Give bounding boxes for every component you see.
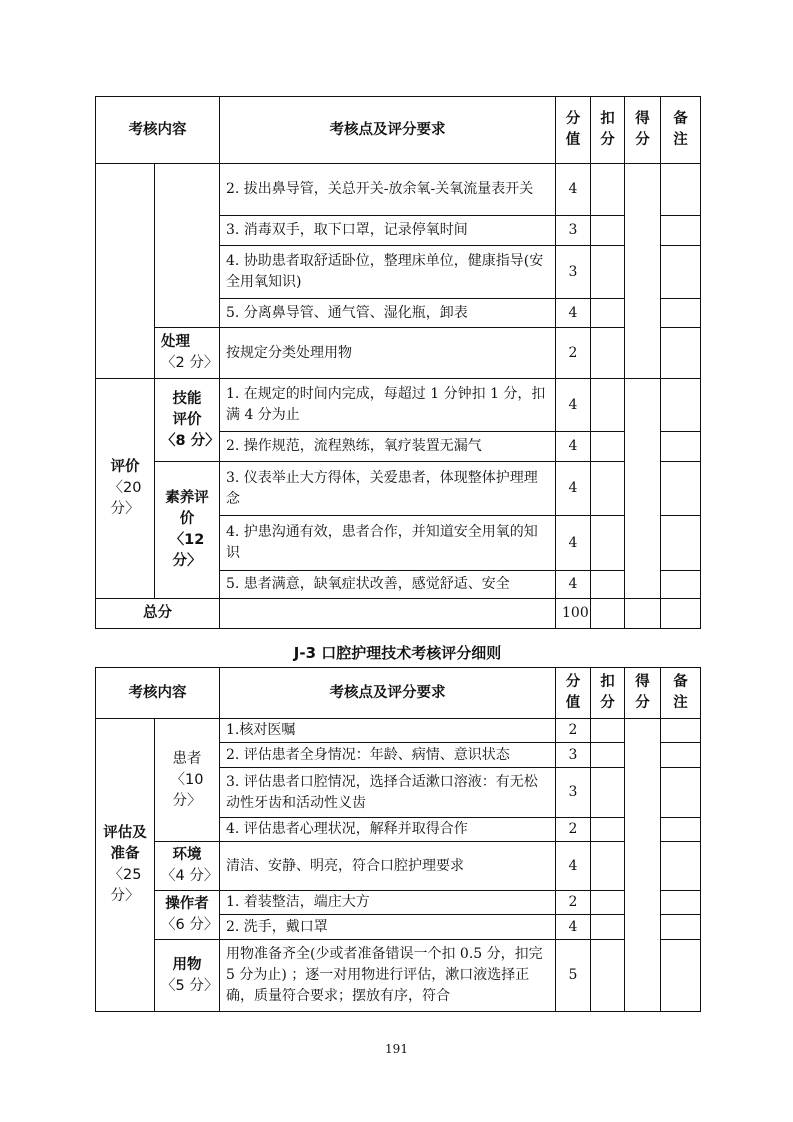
note-cell bbox=[661, 743, 701, 768]
note-cell bbox=[661, 246, 701, 299]
note-cell bbox=[661, 842, 701, 891]
criterion-text: 4. 评估患者心理状况，解释并取得合作 bbox=[220, 818, 556, 842]
deduct-cell bbox=[591, 432, 625, 462]
criterion-text: 2. 评估患者全身情况：年龄、病情、意识状态 bbox=[220, 743, 556, 768]
score-value: 4 bbox=[556, 379, 591, 432]
criterion-text: 5. 患者满意，缺氧症状改善，感觉舒适、安全 bbox=[220, 571, 556, 599]
evaluation-label: 评价 〈20 分〉 bbox=[96, 379, 155, 599]
table-row bbox=[96, 328, 701, 379]
deduct-cell bbox=[591, 299, 625, 328]
deduct-cell bbox=[591, 818, 625, 842]
patient-label: 患者 〈10 分〉 bbox=[155, 719, 220, 842]
table-row bbox=[96, 379, 701, 432]
score-value: 2 bbox=[556, 818, 591, 842]
note-cell bbox=[661, 516, 701, 571]
score-value: 4 bbox=[556, 462, 591, 516]
note-cell bbox=[661, 719, 701, 743]
empty-subgroup-cell bbox=[155, 164, 220, 328]
deduct-cell bbox=[591, 915, 625, 940]
got-cell bbox=[625, 379, 661, 599]
deduct-cell bbox=[591, 940, 625, 1012]
table-row bbox=[96, 462, 701, 516]
deduct-cell bbox=[591, 842, 625, 891]
deduct-cell bbox=[591, 743, 625, 768]
criterion-text: 3. 仪表举止大方得体，关爱患者，体现整体护理理念 bbox=[220, 462, 556, 516]
literacy-label: 素养评 价 〈12 分〉 bbox=[155, 462, 220, 599]
score-value: 4 bbox=[556, 571, 591, 599]
score-value: 3 bbox=[556, 216, 591, 246]
deduct-cell bbox=[591, 719, 625, 743]
header-got: 得 分 bbox=[625, 668, 661, 719]
header-points: 考核点及评分要求 bbox=[220, 668, 556, 719]
total-score: 100 bbox=[556, 599, 591, 629]
empty-group-cell bbox=[96, 164, 155, 379]
criterion-text: 2. 操作规范，流程熟练，氧疗装置无漏气 bbox=[220, 432, 556, 462]
header-note: 备 注 bbox=[661, 97, 701, 164]
note-cell bbox=[661, 940, 701, 1012]
deduct-cell bbox=[591, 462, 625, 516]
total-label: 总分 bbox=[96, 599, 220, 629]
score-value: 4 bbox=[556, 915, 591, 940]
table-header-row bbox=[96, 97, 701, 164]
table-row bbox=[96, 164, 701, 216]
header-note: 备 注 bbox=[661, 668, 701, 719]
empty-cell bbox=[220, 599, 556, 629]
note-cell bbox=[661, 891, 701, 915]
environment-label: 环境 〈4 分〉 bbox=[155, 842, 220, 891]
note-cell bbox=[661, 164, 701, 216]
table-row bbox=[96, 842, 701, 891]
criterion-text: 2. 拔出鼻导管，关总开关-放余氧-关氧流量表开关 bbox=[220, 164, 556, 216]
page-number: 191 bbox=[385, 1042, 408, 1056]
deduct-cell bbox=[591, 599, 625, 629]
score-value: 4 bbox=[556, 432, 591, 462]
criterion-text: 用物准备齐全(少或者准备错误一个扣 0.5 分，扣完 5 分为止) ；逐一对用物进行评估，漱口液选择正确，质量符合要求；摆放有序，符合 bbox=[220, 940, 556, 1012]
criterion-text: 3. 评估患者口腔情况，选择合适漱口溶液：有无松动性牙齿和活动性义齿 bbox=[220, 768, 556, 818]
deduct-cell bbox=[591, 328, 625, 379]
score-value: 3 bbox=[556, 768, 591, 818]
deduct-cell bbox=[591, 246, 625, 299]
header-got: 得分 bbox=[625, 97, 661, 164]
deduct-cell bbox=[591, 216, 625, 246]
note-cell bbox=[661, 328, 701, 379]
operator-label: 操作者 〈6 分〉 bbox=[155, 891, 220, 940]
header-content: 考核内容 bbox=[96, 668, 220, 719]
note-cell bbox=[661, 379, 701, 432]
criterion-text: 1.核对医嘱 bbox=[220, 719, 556, 743]
got-cell bbox=[625, 599, 661, 629]
header-score: 分 值 bbox=[556, 668, 591, 719]
note-cell bbox=[661, 915, 701, 940]
skill-label: 技能 评价 〈8 分〉 bbox=[155, 379, 220, 462]
score-value: 2 bbox=[556, 719, 591, 743]
header-deduct: 扣 分 bbox=[591, 668, 625, 719]
deduct-cell bbox=[591, 891, 625, 915]
materials-label: 用物 〈5 分〉 bbox=[155, 940, 220, 1012]
scoring-table-oral-care bbox=[95, 667, 701, 1012]
score-value: 5 bbox=[556, 940, 591, 1012]
criterion-text: 1. 着装整洁，端庄大方 bbox=[220, 891, 556, 915]
score-value: 4 bbox=[556, 164, 591, 216]
deduct-cell bbox=[591, 571, 625, 599]
header-points: 考核点及评分要求 bbox=[220, 97, 556, 164]
deduct-cell bbox=[591, 768, 625, 818]
header-content: 考核内容 bbox=[96, 97, 220, 164]
score-value: 4 bbox=[556, 842, 591, 891]
note-cell bbox=[661, 818, 701, 842]
section-title: J-3 口腔护理技术考核评分细则 bbox=[293, 644, 502, 662]
note-cell bbox=[661, 216, 701, 246]
assess-prep-label: 评估及 准备 〈25 分〉 bbox=[96, 719, 155, 1012]
header-score: 分 值 bbox=[556, 97, 591, 164]
note-cell bbox=[661, 571, 701, 599]
score-value: 4 bbox=[556, 516, 591, 571]
table-header-row bbox=[96, 668, 701, 719]
criterion-text: 2. 洗手，戴口罩 bbox=[220, 915, 556, 940]
note-cell bbox=[661, 299, 701, 328]
table-row bbox=[96, 719, 701, 743]
deduct-cell bbox=[591, 164, 625, 216]
note-cell bbox=[661, 768, 701, 818]
score-value: 2 bbox=[556, 328, 591, 379]
scoring-table-oxygen bbox=[95, 96, 701, 629]
criterion-text: 4. 护患沟通有效，患者合作，并知道安全用氧的知识 bbox=[220, 516, 556, 571]
score-value: 2 bbox=[556, 891, 591, 915]
got-cell bbox=[625, 164, 661, 379]
note-cell bbox=[661, 462, 701, 516]
deduct-cell bbox=[591, 516, 625, 571]
disposal-label: 处理 〈2 分〉 bbox=[155, 328, 220, 379]
note-cell bbox=[661, 599, 701, 629]
total-row bbox=[96, 599, 701, 629]
score-value: 3 bbox=[556, 246, 591, 299]
criterion-text: 1. 在规定的时间内完成，每超过 1 分钟扣 1 分，扣满 4 分为止 bbox=[220, 379, 556, 432]
note-cell bbox=[661, 432, 701, 462]
table-row bbox=[96, 891, 701, 915]
criterion-text: 清洁、安静、明亮，符合口腔护理要求 bbox=[220, 842, 556, 891]
score-value: 3 bbox=[556, 743, 591, 768]
criterion-text: 按规定分类处理用物 bbox=[220, 328, 556, 379]
score-value: 4 bbox=[556, 299, 591, 328]
got-cell bbox=[625, 719, 661, 1012]
header-deduct: 扣 分 bbox=[591, 97, 625, 164]
criterion-text: 5. 分离鼻导管、通气管、湿化瓶，卸表 bbox=[220, 299, 556, 328]
criterion-text: 3. 消毒双手，取下口罩，记录停氧时间 bbox=[220, 216, 556, 246]
criterion-text: 4. 协助患者取舒适卧位，整理床单位，健康指导(安全用氧知识) bbox=[220, 246, 556, 299]
deduct-cell bbox=[591, 379, 625, 432]
table-row bbox=[96, 940, 701, 1012]
